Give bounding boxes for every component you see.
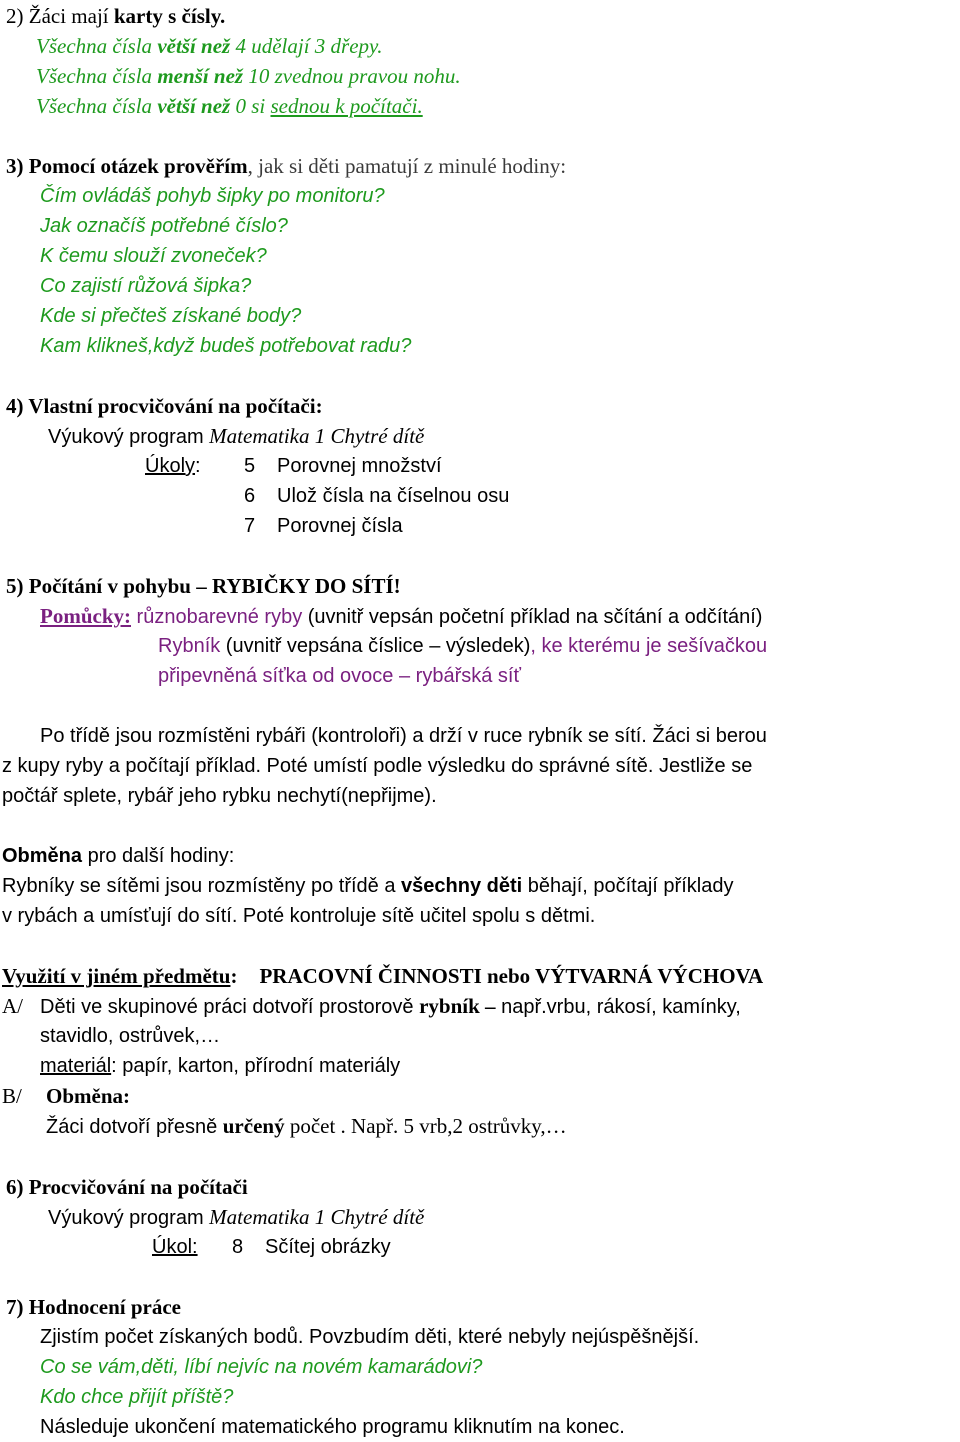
aids-line-1: Pomůcky: různobarevné ryby (uvnitř vepsán početní příklad na sčítání a odčítání): [40, 604, 763, 628]
question-6: Kam klikneš,když budeš potřebovat radu?: [40, 335, 412, 357]
other-subject-heading: Využití v jiném předmětu: PRACOVNÍ ČINNOSTI nebo VÝTVARNÁ VÝCHOVA: [2, 964, 764, 988]
closing-line: Následuje ukončení matematického programu kliknutím na konec.: [40, 1416, 625, 1438]
paragraph-line-2: z kupy ryby a počítají příklad. Poté umístí podle výsledku do správné sítě. Jestliže se: [2, 755, 753, 777]
task-text: Ulož čísla na číselnou osu: [277, 485, 510, 507]
option-a-marker: A/: [2, 994, 23, 1018]
option-b-marker: B/: [2, 1084, 22, 1108]
material-line: materiál: papír, karton, přírodní materiály: [40, 1055, 401, 1077]
task-number: 6: [244, 485, 256, 507]
variation-heading: Obměna pro další hodiny:: [2, 845, 235, 867]
question-3: K čemu slouží zvoneček?: [40, 245, 267, 267]
task-text: Porovnej množství: [277, 455, 442, 477]
question-2: Jak označíš potřebné číslo?: [40, 215, 288, 237]
question-4: Co zajistí růžová šipka?: [40, 275, 252, 297]
rule-line-2: Všechna čísla menší než 10 zvednou pravou nohu.: [36, 64, 461, 88]
aids-line-3: připevněná síťka od ovoce – rybářská síť: [158, 665, 521, 687]
evaluation-question-2: Kdo chce přijít příště?: [40, 1386, 234, 1408]
paragraph-line-1: Po třídě jsou rozmístěni rybáři (kontroloři) a drží v ruce rybník se sítí. Žáci si berou: [40, 725, 767, 747]
section-6-heading: 6) Procvičování na počítači: [6, 1175, 248, 1199]
program-line: Výukový program Matematika 1 Chytré dítě: [48, 1205, 425, 1229]
evaluation-line: Zjistím počet získaných bodů. Povzbudím děti, které nebyly nejúspěšnější.: [40, 1326, 700, 1348]
task-label: Úkol:: [152, 1236, 198, 1258]
section-2-heading: 2) Žáci mají karty s čísly.: [6, 4, 226, 28]
aids-line-2: Rybník (uvnitř vepsána číslice – výsledek), ke kterému je sešívačkou: [158, 635, 768, 657]
task-text: Sčítej obrázky: [265, 1236, 391, 1258]
rule-line-1: Všechna čísla větší než 4 udělají 3 dřepy.: [36, 34, 383, 58]
tasks-label: Úkoly:: [145, 455, 201, 477]
section-4-heading: 4) Vlastní procvičování na počítači:: [6, 394, 323, 418]
section-3-heading: 3) Pomocí otázek prověřím, jak si děti pamatují z minulé hodiny:: [6, 154, 567, 178]
task-text: Porovnej čísla: [277, 515, 403, 537]
option-a-line-2: stavidlo, ostrůvek,…: [40, 1025, 221, 1047]
paragraph-line-3: počtář splete, rybář jeho rybku nechytí(nepřijme).: [2, 785, 437, 807]
variation-line-1: Rybníky se sítěmi jsou rozmístěny po třídě a všechny děti běhají, počítají příklady: [2, 875, 734, 897]
section-5-heading: 5) Počítání v pohybu – RYBIČKY DO SÍTÍ!: [6, 574, 401, 598]
evaluation-question-1: Co se vám,děti, líbí nejvíc na novém kamarádovi?: [40, 1356, 483, 1378]
variation-line-2: v rybách a umísťují do sítí. Poté kontroluje sítě učitel spolu s dětmi.: [2, 905, 596, 927]
task-number: 8: [232, 1236, 244, 1258]
task-number: 5: [244, 455, 256, 477]
task-number: 7: [244, 515, 256, 537]
program-line: Výukový program Matematika 1 Chytré dítě: [48, 424, 425, 448]
question-5: Kde si přečteš získané body?: [40, 305, 302, 327]
question-1: Čím ovládáš pohyb šipky po monitoru?: [40, 185, 385, 207]
rule-line-3: Všechna čísla větší než 0 si sednou k počítači.: [36, 94, 423, 118]
option-b-heading: Obměna:: [46, 1084, 130, 1108]
option-b-line: Žáci dotvoří přesně určený počet . Např. 5 vrb,2 ostrůvky,…: [46, 1114, 567, 1138]
section-7-heading: 7) Hodnocení práce: [6, 1295, 181, 1319]
option-a-line-1: Děti ve skupinové práci dotvoří prostorově rybník – např.vrbu, rákosí, kamínky,: [40, 994, 741, 1018]
